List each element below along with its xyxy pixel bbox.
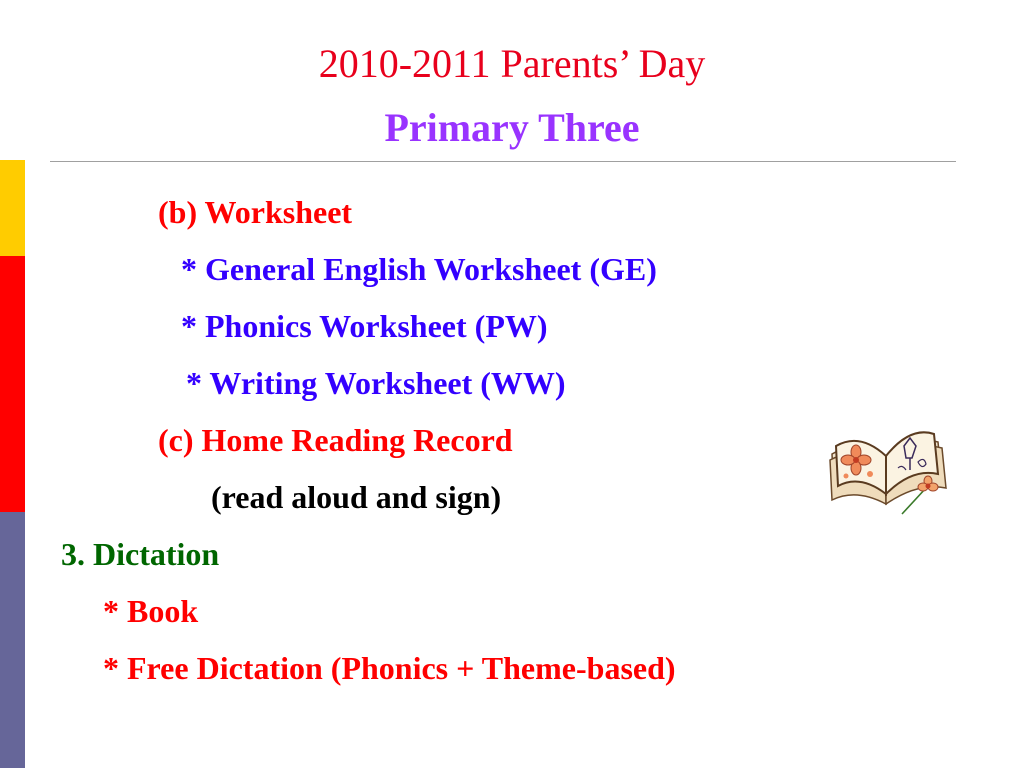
accent-bar-red	[0, 256, 25, 512]
dictation-heading: 3. Dictation	[61, 536, 220, 572]
open-book-with-flowers-icon	[826, 418, 952, 516]
reading-record-heading: (c) Home Reading Record	[158, 422, 513, 458]
title-divider	[50, 161, 956, 162]
worksheet-item-ww: * Writing Worksheet (WW)	[186, 365, 566, 401]
accent-bar-slate	[0, 512, 25, 768]
dictation-item-book: * Book	[103, 593, 199, 629]
worksheet-item-ge: * General English Worksheet (GE)	[181, 251, 657, 287]
accent-bar-yellow	[0, 160, 25, 256]
reading-record-note: (read aloud and sign)	[211, 479, 502, 515]
worksheet-heading: (b) Worksheet	[158, 194, 353, 230]
slide-subtitle: Primary Three	[384, 105, 640, 150]
worksheet-item-pw: * Phonics Worksheet (PW)	[181, 308, 548, 344]
slide-title: 2010-2011 Parents’ Day	[318, 41, 706, 86]
dictation-item-free: * Free Dictation (Phonics + Theme-based)	[103, 650, 676, 686]
